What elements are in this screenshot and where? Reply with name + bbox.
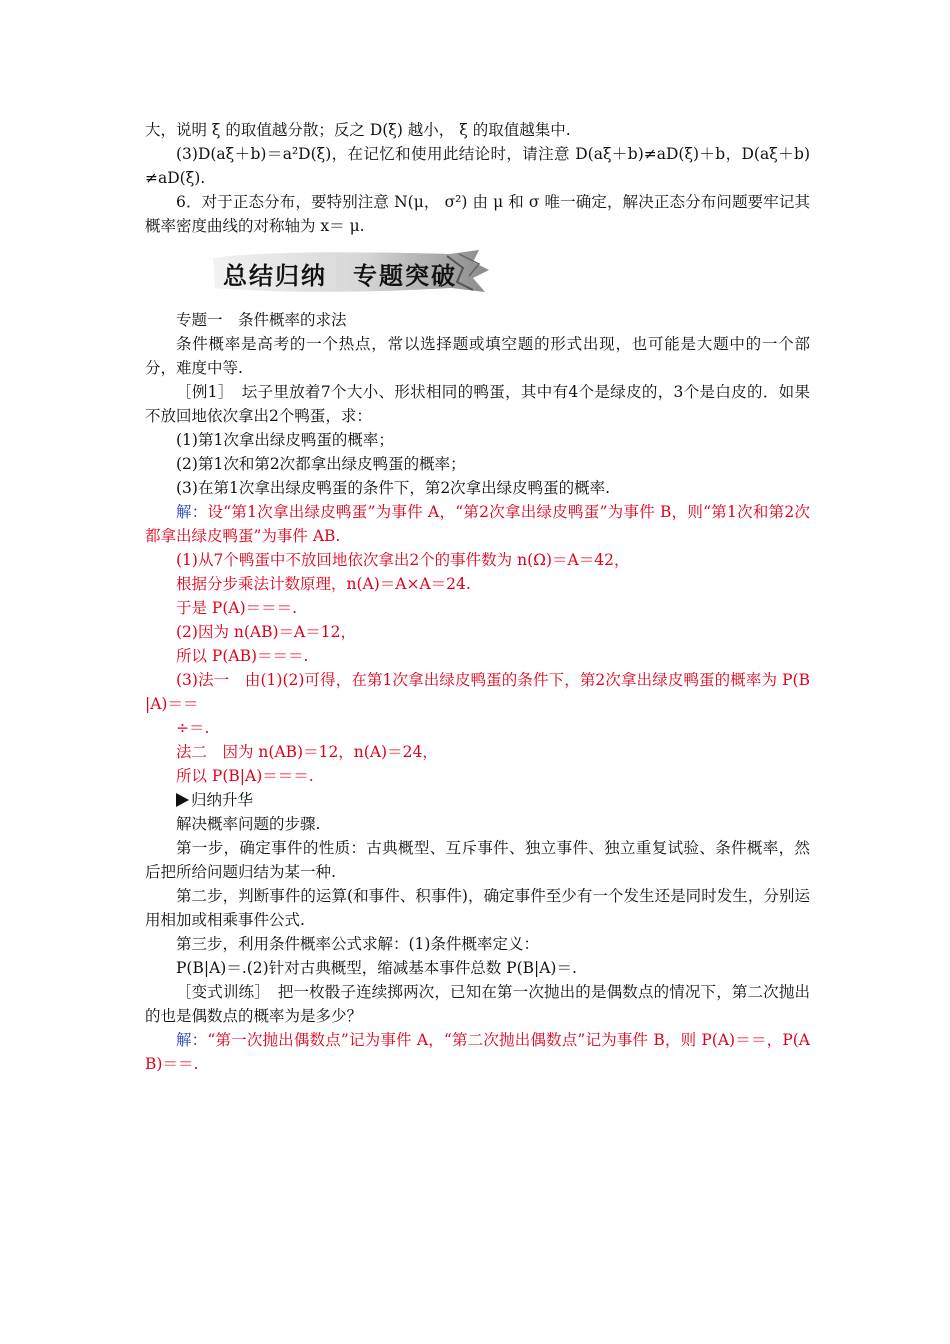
variant-solution: [145, 1028, 810, 1076]
solution-3a: (3)法一 由(1)(2)可得，在第1次拿出绿皮鸭蛋的条件下，第2次拿出绿皮鸭蛋的概率为 P(B|A)＝＝: [145, 671, 810, 713]
triangle-bullet-icon: [176, 793, 189, 807]
paragraph-normal-distribution: 6．对于正态分布，要特别注意 N(μ， σ²) 由 μ 和 σ 唯一确定，解决正态分布问题要牢记其概率密度曲线的对称轴为 x＝ μ.: [145, 193, 810, 235]
summary-step-3a: 第三步，利用条件概率公式求解：(1)条件概率定义：: [176, 935, 539, 953]
question-2: (2)第1次和第2次都拿出绿皮鸭蛋的概率；: [176, 455, 466, 473]
question-1: (1)第1次拿出绿皮鸭蛋的概率；: [176, 431, 394, 449]
topic-intro: 条件概率是高考的一个热点，常以选择题或填空题的形式出现，也可能是大题中的一个部分，难度中等.: [145, 335, 810, 377]
paragraph-variance-property: (3)D(aξ＋b)＝a²D(ξ)，在记忆和使用此结论时，请注意 D(aξ＋b)≠aD(ξ)＋b，D(aξ＋b)≠aD(ξ).: [145, 145, 810, 187]
solution-intro-text: 设“第1次拿出绿皮鸭蛋”为事件 A，“第2次拿出绿皮鸭蛋”为事件 B，则“第1次和第2次都拿出绿皮鸭蛋”为事件 AB.: [145, 503, 810, 545]
solution-2b: 所以 P(AB)＝＝＝.: [176, 647, 309, 665]
summary-heading: [145, 788, 810, 812]
section-banner: [145, 244, 810, 302]
paragraph-variance-meaning: 大，说明 ξ 的取值越分散；反之 D(ξ) 越小， ξ 的取值越集中.: [145, 121, 571, 139]
solution-3c: 法二 因为 n(AB)＝12，n(A)＝24，: [176, 743, 438, 761]
summary-step-3b: P(B|A)＝.(2)针对古典概型，缩减基本事件总数 P(B|A)＝.: [176, 959, 577, 977]
variant-exercise: ［变式训练］ 把一枚骰子连续掷两次，已知在第一次抛出的是偶数点的情况下，第二次抛出的也是偶数点的概率为是多少？: [145, 983, 810, 1025]
variant-solution-text: “第一次抛出偶数点”记为事件 A，“第二次抛出偶数点”记为事件 B，则 P(A)＝＝，P(AB)＝＝.: [145, 1031, 810, 1073]
example-statement: ［例1］ 坛子里放着7个大小、形状相同的鸭蛋，其中有4个是绿皮的，3个是白皮的．如果不放回地依次拿出2个鸭蛋，求：: [145, 383, 810, 425]
document-page: [145, 118, 810, 1076]
summary-title: 归纳升华: [191, 791, 254, 809]
topic-title: 专题一 条件概率的求法: [176, 311, 347, 329]
solution-intro: [145, 500, 810, 548]
question-3: (3)在第1次拿出绿皮鸭蛋的条件下，第2次拿出绿皮鸭蛋的概率.: [176, 479, 611, 497]
solution-label: 解：: [176, 503, 208, 521]
summary-step-2: 第二步，判断事件的运算(和事件、积事件)，确定事件至少有一个发生还是同时发生，分别运用相加或相乘事件公式.: [145, 887, 810, 929]
section-banner-title: 总结归纳 专题突破: [223, 262, 457, 290]
solution-1c: 于是 P(A)＝＝＝.: [176, 599, 298, 617]
variant-solution-label: 解：: [176, 1031, 208, 1049]
summary-step-1: 第一步，确定事件的性质：古典概型、互斥事件、独立事件、独立重复试验、条件概率，然后把所给问题归结为某一种.: [145, 839, 810, 881]
solution-1a: (1)从7个鸭蛋中不放回地依次拿出2个的事件数为 n(Ω)＝A＝42，: [176, 551, 630, 569]
solution-3d: 所以 P(B|A)＝＝＝.: [176, 767, 314, 785]
summary-lead: 解决概率问题的步骤.: [176, 815, 321, 833]
solution-3b: ÷＝.: [176, 719, 210, 737]
solution-1b: 根据分步乘法计数原理，n(A)＝A×A＝24.: [176, 575, 471, 593]
solution-2a: (2)因为 n(AB)＝A＝12，: [176, 623, 356, 641]
